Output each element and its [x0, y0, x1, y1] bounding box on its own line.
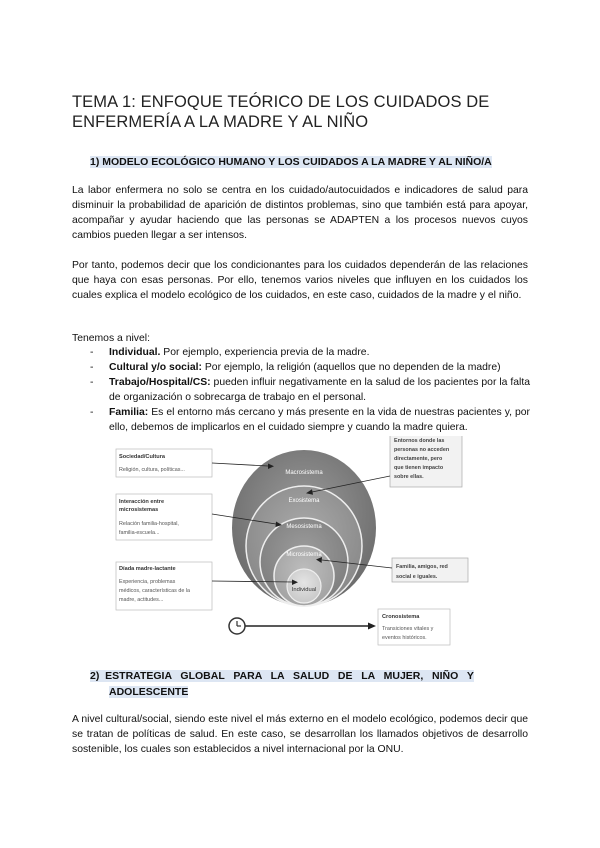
familia-box: [392, 558, 468, 582]
entornos-line-1: Entornos donde las: [394, 438, 445, 444]
section1-heading-text: 1) MODELO ECOLÓGICO HUMANO Y LOS CUIDADOS A LA MADRE Y AL NIÑO/A: [90, 156, 492, 168]
section2-heading-line-2: ADOLESCENTE: [109, 686, 189, 698]
individual-circle: [287, 569, 321, 603]
individual-label: Individual: [291, 587, 317, 593]
list-item-text: Por ejemplo, experiencia previa de la madre.: [160, 347, 370, 358]
microsystem-label: Microsistema: [286, 552, 322, 558]
interaccion-box: [116, 494, 212, 540]
section1-heading: [90, 154, 492, 170]
entornos-box: [390, 436, 462, 487]
list-item: - Trabajo/Hospital/CS: pueden influir negativamente en la salud de los pacientes por la falta de organización o sobrecarga de trabajo en el personal.: [90, 377, 530, 403]
sociedad-title: Sociedad/Cultura: [119, 454, 166, 460]
interaccion-title-2: microsistemas: [119, 507, 159, 513]
list-item-term: Familia:: [109, 407, 149, 418]
mesosystem-label: Mesosistema: [286, 524, 322, 530]
sociedad-text: Religión, cultura, políticas...: [119, 467, 185, 473]
section1-paragraph-1: La labor enfermera no solo se centra en los cuidado/autocuidados e indicadores de salud para disminuir la probabilidad de aparición de distintos problemas, sino que también está para apoyar, acompañar y ayudar haciendo que las personas se ADAPTEN a los procesos nuevos cuyos cambios pueden llegar a ser intensos.: [72, 185, 528, 241]
list-intro: Tenemos a nivel:: [72, 333, 150, 344]
interaccion-title-1: Interacción entre: [119, 499, 165, 505]
diada-text-3: madre, actitudes...: [119, 597, 164, 603]
list-item-text: Es el entorno más cercano y más presente en la vida de nuestras pacientes y, por ello, debemos de implicarlos en el cuidado siempre y cuando la madre quiera.: [109, 407, 530, 433]
familia-line-2: social e iguales.: [396, 574, 438, 580]
entornos-line-3: directamente, pero: [394, 456, 443, 462]
list-item: - Familia: Es el entorno más cercano y más presente en la vida de nuestras pacientes y, por ello, debemos de implicarlos en el cuidado siempre y cuando la madre quiera.: [90, 407, 530, 433]
list-item-text: Por ejemplo, la religión (aquellos que no dependen de la madre): [201, 362, 501, 373]
diada-title: Díada madre-lactante: [119, 566, 176, 572]
page-title: TEMA 1: ENFOQUE TEÓRICO DE LOS CUIDADOS DE ENFERMERÍA A LA MADRE Y AL NIÑO: [72, 93, 490, 131]
entornos-line-5: sobre ellas.: [394, 474, 424, 480]
sociedad-box: [116, 449, 212, 477]
list-item-term: Individual.: [109, 347, 161, 358]
section2-heading: [90, 668, 530, 700]
section2-paragraph: A nivel cultural/social, siendo este nivel el más externo en el modelo ecológico, podemos decir que se tratan de políticas de salud. En este caso, se desarrollan los llamados objetivos de desarrollo sostenible, los cuales son establecidos a nivel internacional por la ONU.: [72, 714, 528, 755]
familia-line-1: Familia, amigos, red: [396, 564, 448, 570]
diada-box: [116, 562, 212, 610]
list-item-text: pueden influir negativamente en la salud de los pacientes por la falta de organización o sobrecarga de trabajo en el personal.: [109, 377, 530, 403]
ecological-model-figure: [96, 436, 500, 646]
clock-icon: [229, 618, 245, 634]
levels-list: [90, 345, 530, 435]
macrosystem-label: Macrosistema: [285, 470, 323, 476]
cronosistema-text-2: eventos históricos.: [382, 635, 427, 641]
list-item-term: Trabajo/Hospital/CS:: [109, 377, 211, 388]
list-item: - Individual. Por ejemplo, experiencia previa de la madre.: [90, 347, 370, 358]
cronosistema-title: Cronosistema: [382, 614, 420, 620]
interaccion-text-2: familia-escuela...: [119, 530, 160, 536]
section2-heading-line-1: 2) ESTRATEGIA GLOBAL PARA LA SALUD DE LA MUJER, NIÑO Y: [90, 670, 474, 682]
section1-paragraph-2: Por tanto, podemos decir que los condicionantes para los cuidados dependerán de las relaciones que haya con esas personas. Por ello, tenemos varios niveles que influyen en los cuidados los cuales explica el modelo ecológico de los cuidados, en este caso, cuidados de la madre y el niño.: [72, 260, 528, 301]
diada-text-1: Experiencia, problemas: [119, 579, 176, 585]
entornos-line-4: que tienen impacto: [394, 465, 444, 471]
cronosistema-box: [378, 609, 450, 645]
entornos-line-2: personas no acceden: [394, 447, 450, 453]
diada-text-2: médicos, características de la: [119, 588, 191, 594]
list-item-term: Cultural y/o social:: [109, 362, 202, 373]
exosystem-label: Exosistema: [288, 498, 320, 504]
list-item: - Cultural y/o social: Por ejemplo, la religión (aquellos que no dependen de la madre): [90, 362, 501, 373]
cronosistema-text-1: Transiciones vitales y: [382, 626, 434, 632]
interaccion-text-1: Relación familia-hospital,: [119, 521, 179, 527]
